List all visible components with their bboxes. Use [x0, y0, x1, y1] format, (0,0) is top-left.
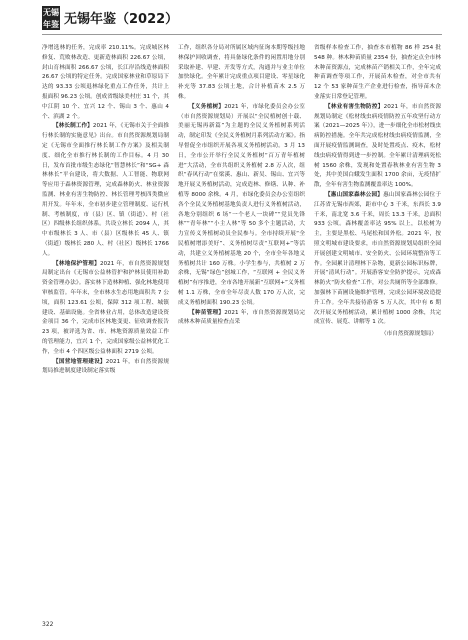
section-heading: 【义务植树】 [189, 103, 225, 110]
column-2 [178, 44, 305, 614]
article-body [42, 44, 442, 614]
paragraph [178, 309, 305, 329]
paragraph [42, 122, 169, 259]
header-divider [42, 34, 442, 35]
column-1 [42, 44, 169, 614]
section-heading: 【林地保护管理】 [53, 260, 100, 267]
paragraph-text: 2021 年，市自然资源规划局制定《松材线虫病疫情防控五年攻坚行动方案（2021—2025 年）》，进一步细化全市松材线虫病防控措施。全年共完成松材线虫病疫情监测，全面开展疫情监测调查，及时处置疫点、疫木，松材线虫病疫情得到进一步控制。全年累计清理病死松树 1560 余株，发现和处置春秋林业有害生物 3 处，其中美国白蛾发生面积 1700 余亩，无疫情扩散，全年有害生物监测覆盖率达 100%。 [314, 103, 441, 189]
paragraph [42, 358, 169, 378]
paragraph [178, 44, 305, 103]
paragraph-text: 净增选林的任务，完成率 210.11%。完成城区林修复、荒败林改造、更新造林面积 226.67 公顷，封山育林面积 266.67 公顷，长江岸沿线造林面积 26.67 公顷的特定任务。完成国家林业和草原局下达的 93.33 公顷退林绿化重点工作任务，共计上报面积 96.23 公顷。创成省级绿美村庄 31 个，其中江阴 10 个、宜兴 12 个、锡山 3 个、惠山 4 个、滨湖 2 个。 [42, 45, 169, 120]
paragraph-text: 2021 年，市自然资源规划局完成林木种苗质量检查点采 [178, 309, 305, 326]
section-heading: 【林业有害生物防控】 [325, 103, 384, 110]
page-number: 322 [42, 621, 54, 628]
yearbook-logo [42, 6, 60, 30]
page-header [0, 0, 468, 46]
paragraph-text: 惠山国家森林公园位于江苏省无锡市西郊，距市中心 3 千米，东西长 3.9 千米，南北宽 3.6 千米，周长 13.3 千米，总面积 933 公顷。森林覆盖率达 95% 以上，以松树为主，主要是黑松、马尾松和国外松。2021 年，按照文明城市建设要求，市自然资源规划局组织全园开展创建文明城市、安全防火、公园环境整治等工作。全园累计清理林下杂物，更新公园标识标牌，开展“清风行动”。开展游客安全防护提示，完成森林防火“防火检查”工作，对公共厕所等全部维修。加强林下苗圃设施维护管理，完成公园环境改造提升工作。全年共接待游客 5 万人次，其中有 6 期次开展义务植树活动，累计植树 1000 余株，共完成宣传、展览、讲解等 1 次。 [314, 191, 441, 326]
paragraph [314, 44, 441, 103]
source-credit: （市自然资源规划局） [381, 331, 437, 338]
paragraph-text: 工作，组织各分局对所属区域内征询本期等级挂地林保护回收调查，将具备绿化条件的闲置用地分别采取补建、早建、开发等方式，沟通并与业主单位加快绿化。全年累计完成重点项目建设、零星绿化补充等 37.83 公顷土地，合计补植苗木 2.5 万株。 [178, 45, 305, 100]
paragraph [178, 103, 305, 309]
paragraph-text: 2021 年，市绿化委员会办公室（市自然资源规划局）开展以“全民植树创十载、美丽无锡再新篇”为主题的全民义务植树系列活动，制定印发《全民义务植树月系列活动方案》。指导督促全市组织开展各项义务植树活动。3 月 13 日，全市公开举行全民义务植树“百万青年植树进”大活动，全市共组织义务植树 2.8 万人次，组织“春风行动”在梁溪、惠山、新吴、锡山、宜兴等地开展义务植树活动，完成造林、修缮、认种、补植等 8000 余株。4 月，市绿化委员会办公室组织各个全民义务植树基地负责人进行义务植树活动，各地分别组织 6 场“一个老人一块碑”“党员先锋林”“青年林”“小主人林”等 50 多个主题活动，大力宣传义务植树动员全民参与。全市持续开展“全民植树增添美好”、义务植树尽责“互联网+”等活动，共建立义务植树基地 20 个，全市全年各地义务植树共计 160 万株。小学生参与，共植树 2 万余株，无锡“绿色”创城工作，“互联网 + 全民义务植树”有序推进，全市各地开展新“互联网+”义务植树 1.1 万株，全市全年尽责人数 170 万人次，完成义务植树面积 190.23 公顷。 [178, 103, 305, 306]
paragraph [42, 260, 169, 358]
section-heading: 【种苗管理】 [189, 309, 225, 316]
section-heading: 【国营地管理建设】 [53, 358, 106, 365]
paragraph-text: 2021 年，市自然资源规划局制定出台《无锡市公益林管护和护林员使用补助资金管理办法》。落实林下造林种植、强化林地使用审核监管。年年末，全市林水生态用地面积共 7 公顷，面积 123.61 公顷，保障 312 项工程、城镇建设、基础设施。全省林业占用，总体改造建设资金项目 36 个，完成市区林地变更、征收调查报告 23 项，被评选为省、市、林地资源质量效益工作的管理能力，宜兴 1 个，完成国家级公益林优化工作，全市 4 个四区级公益林面积 2719 公顷。 [42, 260, 169, 355]
paragraph-text: 2021 年，市自然资源规划局推进制度建设制定落实级 [42, 358, 169, 375]
paragraph-text: 省级样本检查工作，抽查本市植物 86 样 254 批 548 种。林木种苗质量 2354 份，抽查定点全市林木种苗资源点，完成林苗产销相关工作，全年完成种苗调查等项工作，开展苗木检查，对全市共有 12 个 53 家种苗生产企业进行检查，指导苗木企业落实日常登记管理。 [314, 45, 441, 100]
paragraph-text: 2021 年，《无锡市关于全面推行林长制的实施意见》出台。市自然资源规划局制定《无锡市全面推行林长制工作方案》及相关制度、细化全市推行林长制的工作目标。4 月 30 日，发布首批市级生态绿化“智慧林长”和“SG+ 森林林长”平台建设，将大数据、人工智能、物联网等应用于森林资源管理，完成森林防火、林业资源监测、林业有害生物防控、林长管理考核四类微应用开发。年年末，全市初步建立管理制度、运行机制、考核制度，市（县）区、镇（街道）、村（社区）四级林长组织体系。共设立林长 2094 人，其中市级林长 3 人、市（县）区级林长 45 人、镇（街道）级林长 280 人、村（社区）级林长 1766 人。 [42, 123, 169, 257]
section-heading: 【惠山国家森林公园】 [325, 191, 384, 198]
paragraph [42, 44, 169, 122]
paragraph [314, 191, 441, 328]
logo-top-text: 无锡 [43, 7, 59, 17]
column-3 [314, 44, 441, 614]
page-title: 无锡年鉴（2022） [64, 12, 179, 27]
section-heading: 【林长制工作】 [53, 123, 93, 130]
paragraph [314, 103, 441, 191]
logo-bottom-text: 年鉴 [43, 19, 59, 29]
